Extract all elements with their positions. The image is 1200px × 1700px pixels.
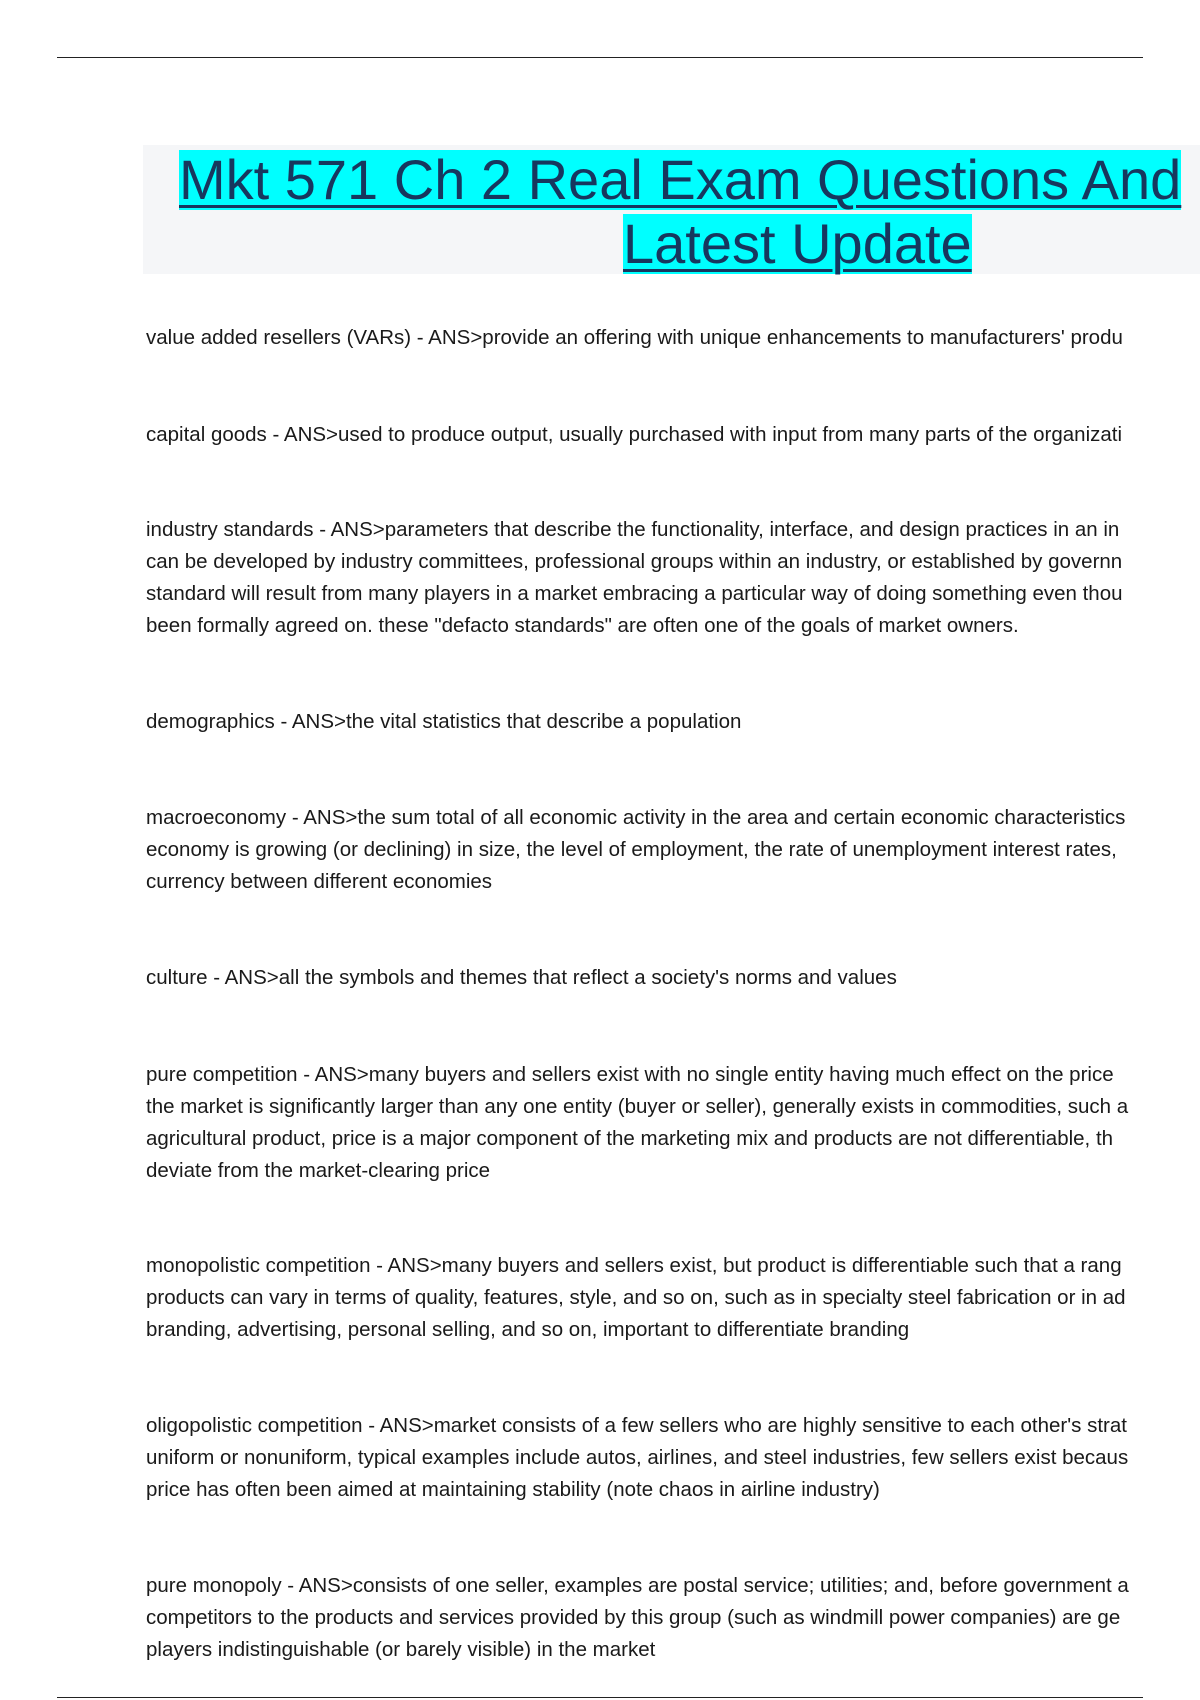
document-title-line-1: Mkt 571 Ch 2 Real Exam Questions And	[179, 148, 1182, 211]
entry-line: macroeconomy - ANS>the sum total of all economic activity in the area and certain economic characteristics	[146, 806, 1126, 829]
entry-culture	[146, 962, 1200, 994]
entry-line: pure competition - ANS>many buyers and sellers exist with no single entity having much effect on the price	[146, 1063, 1114, 1086]
entry-line: deviate from the market-clearing price	[146, 1159, 491, 1182]
entry-line: value added resellers (VARs) - ANS>provide an offering with unique enhancements to manufacturers' produ	[146, 326, 1123, 349]
entry-oligopolistic-competition	[146, 1410, 1200, 1506]
entry-line: oligopolistic competition - ANS>market consists of a few sellers who are highly sensitive to each other's strat	[146, 1414, 1127, 1437]
bottom-divider	[57, 1697, 1143, 1698]
entry-line: can be developed by industry committees, professional groups within an industry, or established by governn	[146, 550, 1123, 573]
entry-line: currency between different economies	[146, 870, 493, 893]
entry-demographics	[146, 706, 1200, 738]
entry-pure-monopoly	[146, 1570, 1200, 1666]
entry-line: products can vary in terms of quality, features, style, and so on, such as in specialty steel fabrication or in ad	[146, 1286, 1126, 1309]
entry-line: monopolistic competition - ANS>many buyers and sellers exist, but product is differentiable such that a rang	[146, 1254, 1122, 1277]
entry-line: price has often been aimed at maintaining stability (note chaos in airline industry)	[146, 1478, 880, 1501]
entry-line: the market is significantly larger than any one entity (buyer or seller), generally exists in commodities, such a	[146, 1095, 1129, 1118]
document-title-line-2: Latest Update	[623, 212, 972, 275]
entry-capital-goods	[146, 419, 1200, 451]
entry-line: industry standards - ANS>parameters that describe the functionality, interface, and design practices in an in	[146, 518, 1120, 541]
entry-industry-standards	[146, 514, 1200, 642]
entry-line: branding, advertising, personal selling, and so on, important to differentiate branding	[146, 1318, 910, 1341]
entry-line: economy is growing (or declining) in size, the level of employment, the rate of unemployment interest rates,	[146, 838, 1117, 861]
entry-line: standard will result from many players in a market embracing a particular way of doing something even thou	[146, 582, 1123, 605]
entry-line: demographics - ANS>the vital statistics that describe a population	[146, 710, 742, 733]
entry-line: been formally agreed on. these "defacto standards" are often one of the goals of market owners.	[146, 614, 1019, 637]
entry-line: uniform or nonuniform, typical examples include autos, airlines, and steel industries, few sellers exist becaus	[146, 1446, 1129, 1469]
entry-line: capital goods - ANS>used to produce output, usually purchased with input from many parts of the organizati	[146, 423, 1123, 446]
entry-value-added-resellers	[146, 322, 1200, 354]
entry-line: players indistinguishable (or barely visible) in the market	[146, 1638, 656, 1661]
entry-pure-competition	[146, 1059, 1200, 1187]
top-divider	[57, 57, 1143, 58]
entry-line: agricultural product, price is a major component of the marketing mix and products are not differentiable, th	[146, 1127, 1114, 1150]
entry-macroeconomy	[146, 802, 1200, 898]
entry-line: pure monopoly - ANS>consists of one seller, examples are postal service; utilities; and, before government a	[146, 1574, 1129, 1597]
entry-line: culture - ANS>all the symbols and themes that reflect a society's norms and values	[146, 966, 897, 989]
entry-monopolistic-competition	[146, 1250, 1200, 1346]
entry-line: competitors to the products and services provided by this group (such as windmill power companies) are ge	[146, 1606, 1121, 1629]
